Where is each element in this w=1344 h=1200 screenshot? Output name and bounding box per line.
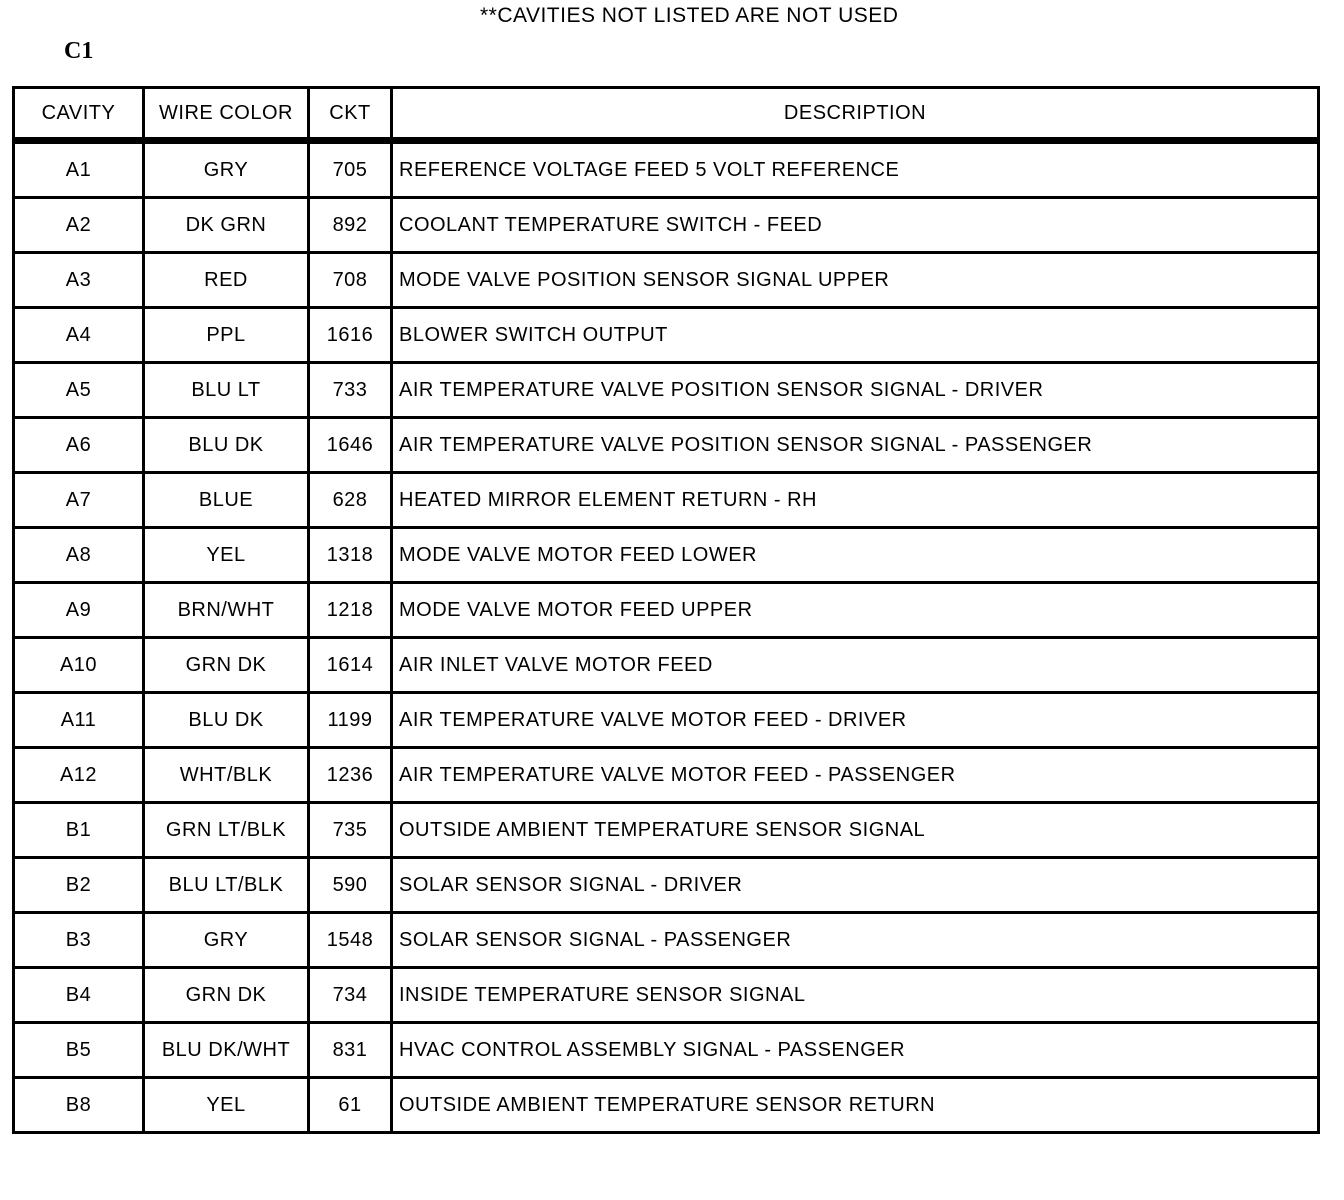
ckt-cell: 1199 [309,693,392,748]
header-cavity: CAVITY [14,88,144,141]
description-cell: MODE VALVE MOTOR FEED UPPER [392,583,1319,638]
description-cell: AIR TEMPERATURE VALVE POSITION SENSOR SIGNAL - PASSENGER [392,418,1319,473]
description-cell: INSIDE TEMPERATURE SENSOR SIGNAL [392,968,1319,1023]
cavity-cell: B2 [14,858,144,913]
table-row [14,803,1319,858]
table-row [14,308,1319,363]
cavity-cell: A7 [14,473,144,528]
ckt-cell: 892 [309,198,392,253]
description-cell: COOLANT TEMPERATURE SWITCH - FEED [392,198,1319,253]
ckt-cell: 1616 [309,308,392,363]
ckt-cell: 590 [309,858,392,913]
cavity-cell: B3 [14,913,144,968]
cavity-cell: A8 [14,528,144,583]
table-row [14,1078,1319,1133]
wire-color-cell: BLU DK/WHT [144,1023,309,1078]
description-cell: SOLAR SENSOR SIGNAL - DRIVER [392,858,1319,913]
ckt-cell: 831 [309,1023,392,1078]
description-cell: MODE VALVE POSITION SENSOR SIGNAL UPPER [392,253,1319,308]
cavity-cell: A1 [14,141,144,198]
cavity-cell: B8 [14,1078,144,1133]
wire-color-cell: BLU DK [144,418,309,473]
cavity-cell: A12 [14,748,144,803]
table-row [14,858,1319,913]
ckt-cell: 1318 [309,528,392,583]
description-cell: MODE VALVE MOTOR FEED LOWER [392,528,1319,583]
header-wire-color: WIRE COLOR [144,88,309,141]
cavity-cell: A3 [14,253,144,308]
wire-color-cell: BRN/WHT [144,583,309,638]
header-description: DESCRIPTION [392,88,1319,141]
wire-color-cell: DK GRN [144,198,309,253]
description-cell: AIR TEMPERATURE VALVE POSITION SENSOR SIGNAL - DRIVER [392,363,1319,418]
wire-color-cell: YEL [144,1078,309,1133]
description-cell: AIR INLET VALVE MOTOR FEED [392,638,1319,693]
header-row [14,88,1319,141]
connector-pinout-table [12,86,1320,1134]
wire-color-cell: PPL [144,308,309,363]
cavity-cell: A2 [14,198,144,253]
table-row [14,638,1319,693]
cavity-cell: A5 [14,363,144,418]
cavity-cell: A11 [14,693,144,748]
ckt-cell: 708 [309,253,392,308]
wire-color-cell: BLUE [144,473,309,528]
description-cell: AIR TEMPERATURE VALVE MOTOR FEED - PASSENGER [392,748,1319,803]
wire-color-cell: BLU LT [144,363,309,418]
wire-color-cell: RED [144,253,309,308]
cavity-cell: A6 [14,418,144,473]
cavity-cell: B5 [14,1023,144,1078]
cavity-cell: A9 [14,583,144,638]
description-cell: REFERENCE VOLTAGE FEED 5 VOLT REFERENCE [392,141,1319,198]
table-row [14,913,1319,968]
cavity-cell: A10 [14,638,144,693]
description-cell: BLOWER SWITCH OUTPUT [392,308,1319,363]
table-row [14,748,1319,803]
wire-color-cell: BLU DK [144,693,309,748]
table-row [14,363,1319,418]
description-cell: SOLAR SENSOR SIGNAL - PASSENGER [392,913,1319,968]
cavity-cell: B4 [14,968,144,1023]
table-row [14,528,1319,583]
connector-label: C1 [64,38,94,64]
table-row [14,1023,1319,1078]
description-cell: HEATED MIRROR ELEMENT RETURN - RH [392,473,1319,528]
ckt-cell: 61 [309,1078,392,1133]
cavity-cell: B1 [14,803,144,858]
wire-color-cell: BLU LT/BLK [144,858,309,913]
ckt-cell: 733 [309,363,392,418]
wire-color-cell: GRN LT/BLK [144,803,309,858]
ckt-cell: 1646 [309,418,392,473]
table-row [14,253,1319,308]
description-cell: OUTSIDE AMBIENT TEMPERATURE SENSOR SIGNAL [392,803,1319,858]
table-row [14,968,1319,1023]
ckt-cell: 705 [309,141,392,198]
description-cell: OUTSIDE AMBIENT TEMPERATURE SENSOR RETURN [392,1078,1319,1133]
wire-color-cell: YEL [144,528,309,583]
wire-color-cell: WHT/BLK [144,748,309,803]
wire-color-cell: GRY [144,141,309,198]
wire-color-cell: GRN DK [144,638,309,693]
table-row [14,198,1319,253]
ckt-cell: 1236 [309,748,392,803]
ckt-cell: 734 [309,968,392,1023]
header-ckt: CKT [309,88,392,141]
ckt-cell: 735 [309,803,392,858]
description-cell: HVAC CONTROL ASSEMBLY SIGNAL - PASSENGER [392,1023,1319,1078]
table-row [14,583,1319,638]
table-row [14,693,1319,748]
table-row [14,473,1319,528]
unused-cavities-note: **CAVITIES NOT LISTED ARE NOT USED [480,4,899,27]
description-cell: AIR TEMPERATURE VALVE MOTOR FEED - DRIVER [392,693,1319,748]
ckt-cell: 1548 [309,913,392,968]
wire-color-cell: GRY [144,913,309,968]
ckt-cell: 1218 [309,583,392,638]
wire-color-cell: GRN DK [144,968,309,1023]
table-row [14,141,1319,198]
ckt-cell: 628 [309,473,392,528]
cavity-cell: A4 [14,308,144,363]
table-row [14,418,1319,473]
ckt-cell: 1614 [309,638,392,693]
